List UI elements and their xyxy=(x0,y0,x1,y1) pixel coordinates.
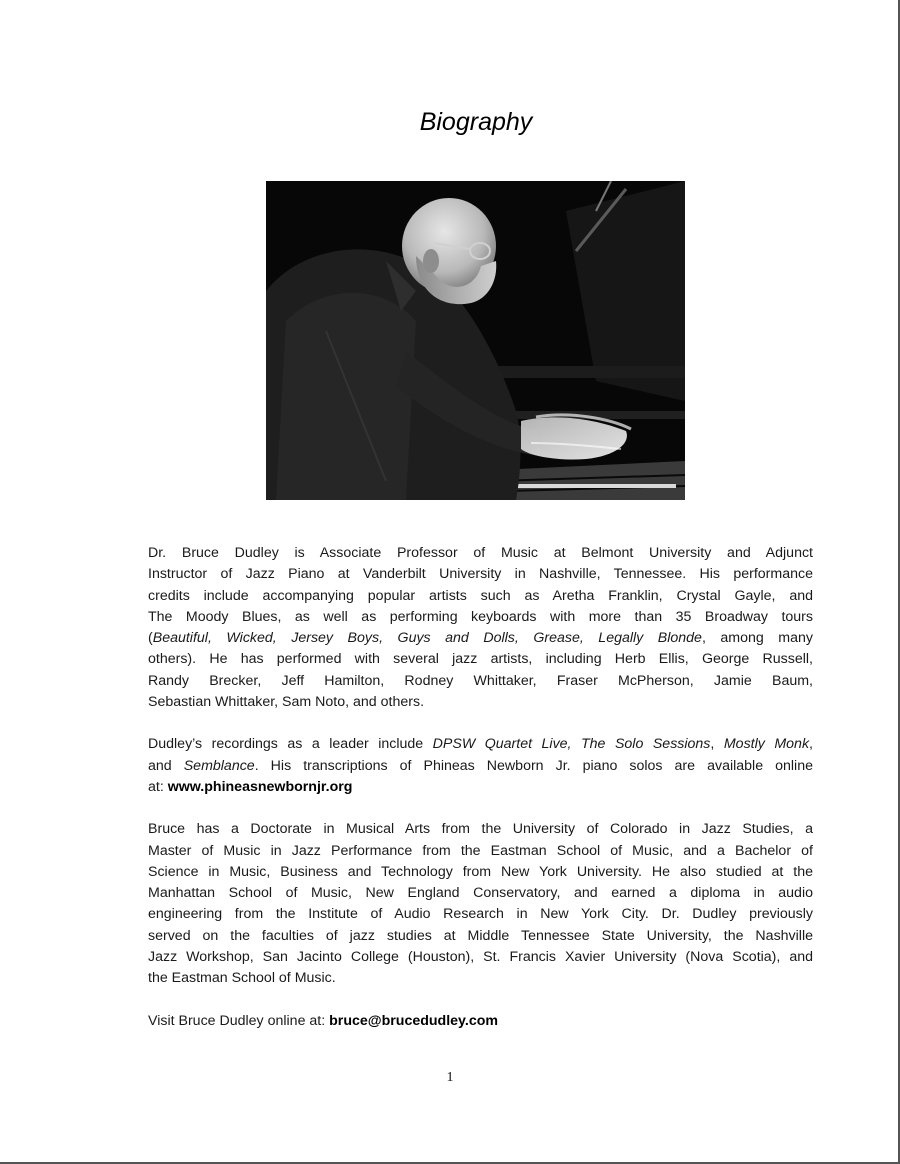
paragraph-education xyxy=(148,819,813,989)
email-link[interactable]: bruce@brucedudley.com xyxy=(329,1012,499,1029)
text-line: served on the faculties of jazz studies at Middle Tennessee State University, the Nashville xyxy=(148,927,813,944)
text-line: Randy Brecker, Jeff Hamilton, Rodney Whittaker, Fraser McPherson, Jamie Baum, xyxy=(148,672,813,689)
text-fragment: , xyxy=(710,736,724,753)
text-line: Instructor of Jazz Piano at Vanderbilt University in Nashville, Tennessee. His performance xyxy=(148,566,813,583)
text-fragment: at: xyxy=(148,778,168,795)
album-title-semblance: Semblance xyxy=(183,757,255,774)
text-line: the Eastman School of Music. xyxy=(148,970,336,987)
album-titles: DPSW Quartet Live, The Solo Sessions xyxy=(432,736,711,753)
text-line: credits include accompanying popular artists such as Aretha Franklin, Crystal Gayle, and xyxy=(148,587,813,604)
text-line: Jazz Workshop, San Jacinto College (Houston), St. Francis Xavier University (Nova Scotia), and xyxy=(148,949,813,966)
paragraph-career xyxy=(148,543,813,713)
text-fragment: Dudley’s recordings as a leader include xyxy=(148,736,433,753)
paren: ( xyxy=(148,630,153,647)
pianist-photo xyxy=(266,181,685,500)
text-line: others). He has performed with several jazz artists, including Herb Ellis, George Russell, xyxy=(148,651,813,668)
text-fragment: , among many xyxy=(701,630,813,647)
paragraph-contact xyxy=(148,1011,813,1032)
pianist-photo-illustration xyxy=(266,181,685,500)
broadway-shows: Beautiful, Wicked, Jersey Boys, Guys and Dolls, Grease, Legally Blonde xyxy=(152,630,702,647)
page-title: Biography xyxy=(419,108,533,136)
text-line: Bruce has a Doctorate in Musical Arts from the University of Colorado in Jazz Studies, a xyxy=(148,821,813,838)
text-fragment: and xyxy=(148,757,184,774)
text-fragment: . His transcriptions of Phineas Newborn Jr. piano solos are available online xyxy=(254,757,813,774)
album-title-monk: Mostly Monk xyxy=(723,736,810,753)
paragraph-recordings xyxy=(148,734,813,798)
text-line xyxy=(148,756,813,777)
text-line xyxy=(148,777,813,798)
text-line: Science in Music, Business and Technology from New York University. He also studied at the xyxy=(148,863,813,880)
text-line: engineering from the Institute of Audio Research in New York City. Dr. Dudley previously xyxy=(148,906,813,923)
text-line: Master of Music in Jazz Performance from the Eastman School of Music, and a Bachelor of xyxy=(148,842,813,859)
text-line: Sebastian Whittaker, Sam Noto, and others. xyxy=(148,694,425,711)
page-number: 1 xyxy=(446,1070,454,1085)
biography-text xyxy=(148,543,813,1053)
text-fragment: Visit Bruce Dudley online at: xyxy=(148,1012,330,1029)
text-line: The Moody Blues, as well as performing keyboards with more than 35 Broadway tours xyxy=(148,608,813,625)
text-line xyxy=(148,1011,813,1032)
text-line: Dr. Bruce Dudley is Associate Professor of Music at Belmont University and Adjunct xyxy=(148,545,813,561)
text-line: Manhattan School of Music, New England Conservatory, and earned a diploma in audio xyxy=(148,885,813,902)
text-line xyxy=(148,734,813,755)
text-fragment: , xyxy=(809,736,813,753)
text-line xyxy=(148,628,813,649)
website-link[interactable]: www.phineasnewbornjr.org xyxy=(167,778,353,795)
